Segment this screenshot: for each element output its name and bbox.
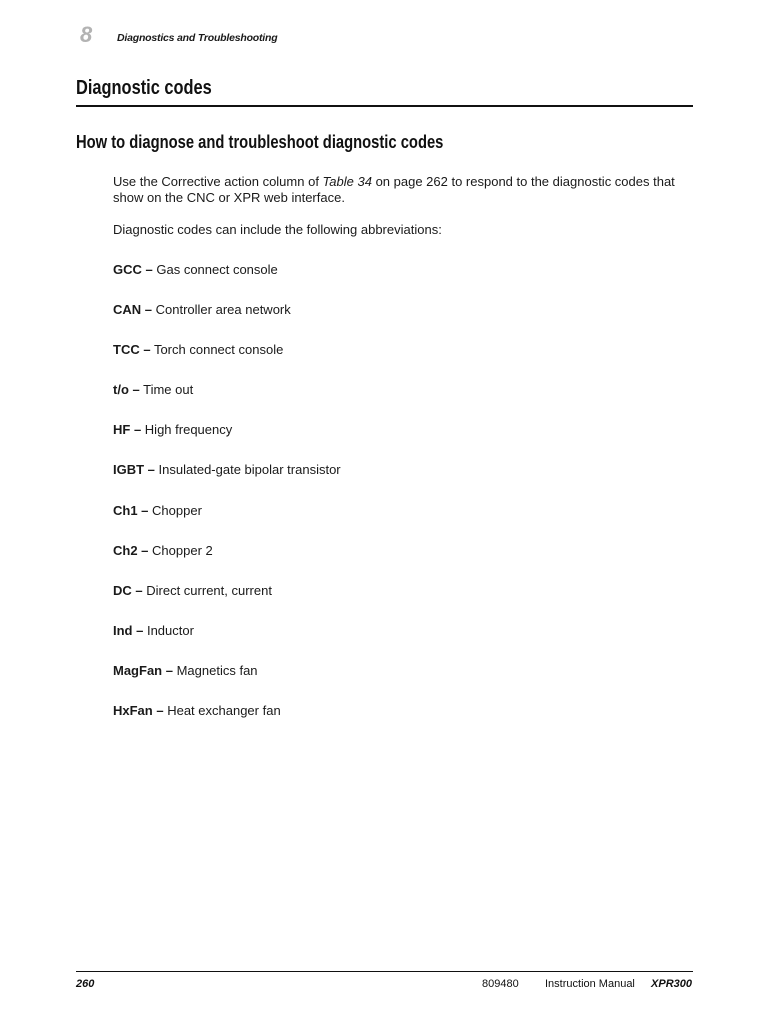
abbreviation-item: [113, 382, 698, 422]
abbreviation-list: [113, 262, 698, 743]
abbreviation-item: [113, 583, 698, 623]
abbreviation-definition: Direct current, current: [146, 582, 272, 598]
table-reference: Table 34: [322, 174, 372, 189]
abbreviation-definition: Insulated-gate bipolar transistor: [158, 462, 341, 478]
abbreviation-term: Ch1 –: [113, 502, 149, 518]
abbreviation-definition: Time out: [143, 382, 194, 398]
abbreviation-term: HF –: [113, 422, 142, 438]
abbreviation-item: [113, 462, 698, 502]
abbreviation-term: Ch2 –: [113, 542, 149, 558]
footer-manual-type: Instruction Manual: [545, 978, 635, 990]
abbreviation-term: DC –: [113, 582, 143, 598]
footer-product-name: XPR300: [651, 978, 692, 990]
abbreviation-definition: Chopper: [152, 502, 202, 518]
footer-divider: [76, 971, 693, 972]
abbreviation-item: [113, 503, 698, 543]
abbreviation-term: HxFan –: [113, 703, 164, 719]
abbreviation-item: [113, 262, 698, 302]
abbreviation-definition: High frequency: [144, 422, 233, 438]
subsection-title: How to diagnose and troubleshoot diagnostic codes: [76, 132, 444, 152]
abbreviation-definition: Chopper 2: [152, 542, 213, 558]
abbreviations-intro: Diagnostic codes can include the following abbreviations:: [113, 222, 442, 237]
abbreviation-definition: Magnetics fan: [176, 662, 258, 678]
abbreviation-term: CAN –: [113, 302, 153, 318]
abbreviation-definition: Torch connect console: [153, 342, 284, 358]
abbreviation-item: [113, 422, 698, 462]
abbreviation-term: t/o –: [113, 382, 140, 398]
abbreviation-term: MagFan –: [113, 662, 173, 678]
abbreviation-term: Ind –: [113, 622, 144, 638]
intro-text-part1: Use the Corrective action column of: [113, 174, 323, 189]
abbreviation-definition: Heat exchanger fan: [167, 703, 281, 719]
abbreviation-item: [113, 663, 698, 703]
abbreviation-definition: Gas connect console: [156, 262, 278, 277]
intro-text-part2: on page 262 to respond to the diagnostic codes that show on the CNC or XPR web interface.: [113, 174, 675, 205]
footer-page-number: 260: [76, 978, 95, 990]
abbreviation-definition: Inductor: [146, 622, 194, 638]
section-divider: [76, 105, 693, 107]
abbreviation-item: [113, 703, 698, 743]
intro-paragraph: [113, 174, 698, 206]
abbreviation-item: [113, 302, 698, 342]
section-title: Diagnostic codes: [76, 77, 212, 99]
abbreviation-definition: Controller area network: [155, 302, 291, 318]
chapter-number: 8: [80, 22, 93, 47]
abbreviation-term: TCC –: [113, 342, 151, 358]
footer-document-number: 809480: [482, 978, 519, 990]
chapter-title: Diagnostics and Troubleshooting: [117, 32, 278, 44]
abbreviation-term: IGBT –: [113, 462, 155, 478]
abbreviation-item: [113, 342, 698, 382]
abbreviation-item: [113, 543, 698, 583]
abbreviation-term: GCC –: [113, 262, 153, 277]
abbreviation-item: [113, 623, 698, 663]
